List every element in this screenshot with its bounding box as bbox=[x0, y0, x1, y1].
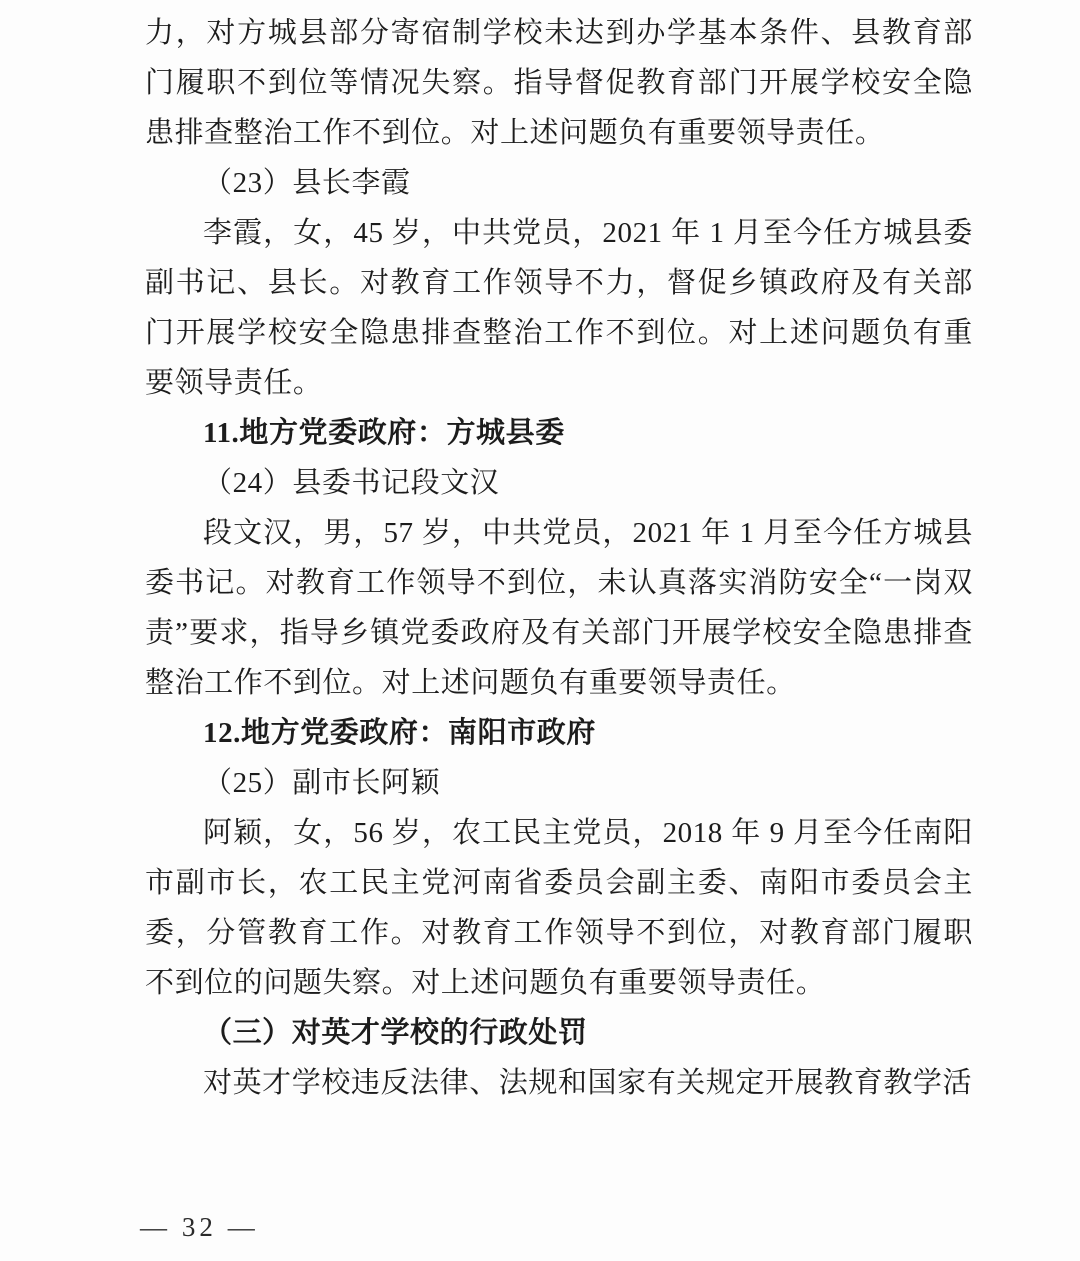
section-heading: 12.地方党委政府：南阳市政府 bbox=[203, 717, 596, 749]
paragraph: （23）县长李霞 bbox=[203, 167, 411, 199]
document-body bbox=[145, 8, 973, 1108]
paragraph: （24）县委书记段文汉 bbox=[203, 467, 500, 499]
page-number: — 32 — bbox=[140, 1212, 259, 1242]
paragraph: 阿颖，女，56 岁，农工民主党员，2018 年 9 月至今任南阳市副市长，农工民主党河南省委员会副主委、南阳市委员会主委，分管教育工作。对教育工作领导不到位，对教育部门履职不到位的问题失察。对上述问题负有重要领导责任。 bbox=[145, 817, 973, 999]
paragraph: 李霞，女，45 岁，中共党员，2021 年 1 月至今任方城县委副书记、县长。对教育工作领导不力，督促乡镇政府及有关部门开展学校安全隐患排查整治工作不到位。对上述问题负有重要领导责任。 bbox=[145, 217, 973, 399]
section-heading: （三）对英才学校的行政处罚 bbox=[203, 1017, 588, 1049]
paragraph: （25）副市长阿颖 bbox=[203, 767, 441, 799]
paragraph: 力，对方城县部分寄宿制学校未达到办学基本条件、县教育部门履职不到位等情况失察。指导督促教育部门开展学校安全隐患排查整治工作不到位。对上述问题负有重要领导责任。 bbox=[145, 17, 973, 149]
paragraph: 对英才学校违反法律、法规和国家有关规定开展教育教学活 bbox=[203, 1067, 973, 1099]
section-heading: 11.地方党委政府：方城县委 bbox=[203, 417, 565, 449]
paragraph: 段文汉，男，57 岁，中共党员，2021 年 1 月至今任方城县委书记。对教育工作领导不到位，未认真落实消防安全“一岗双责”要求，指导乡镇党委政府及有关部门开展学校安全隐患排查整治工作不到位。对上述问题负有重要领导责任。 bbox=[145, 517, 973, 699]
